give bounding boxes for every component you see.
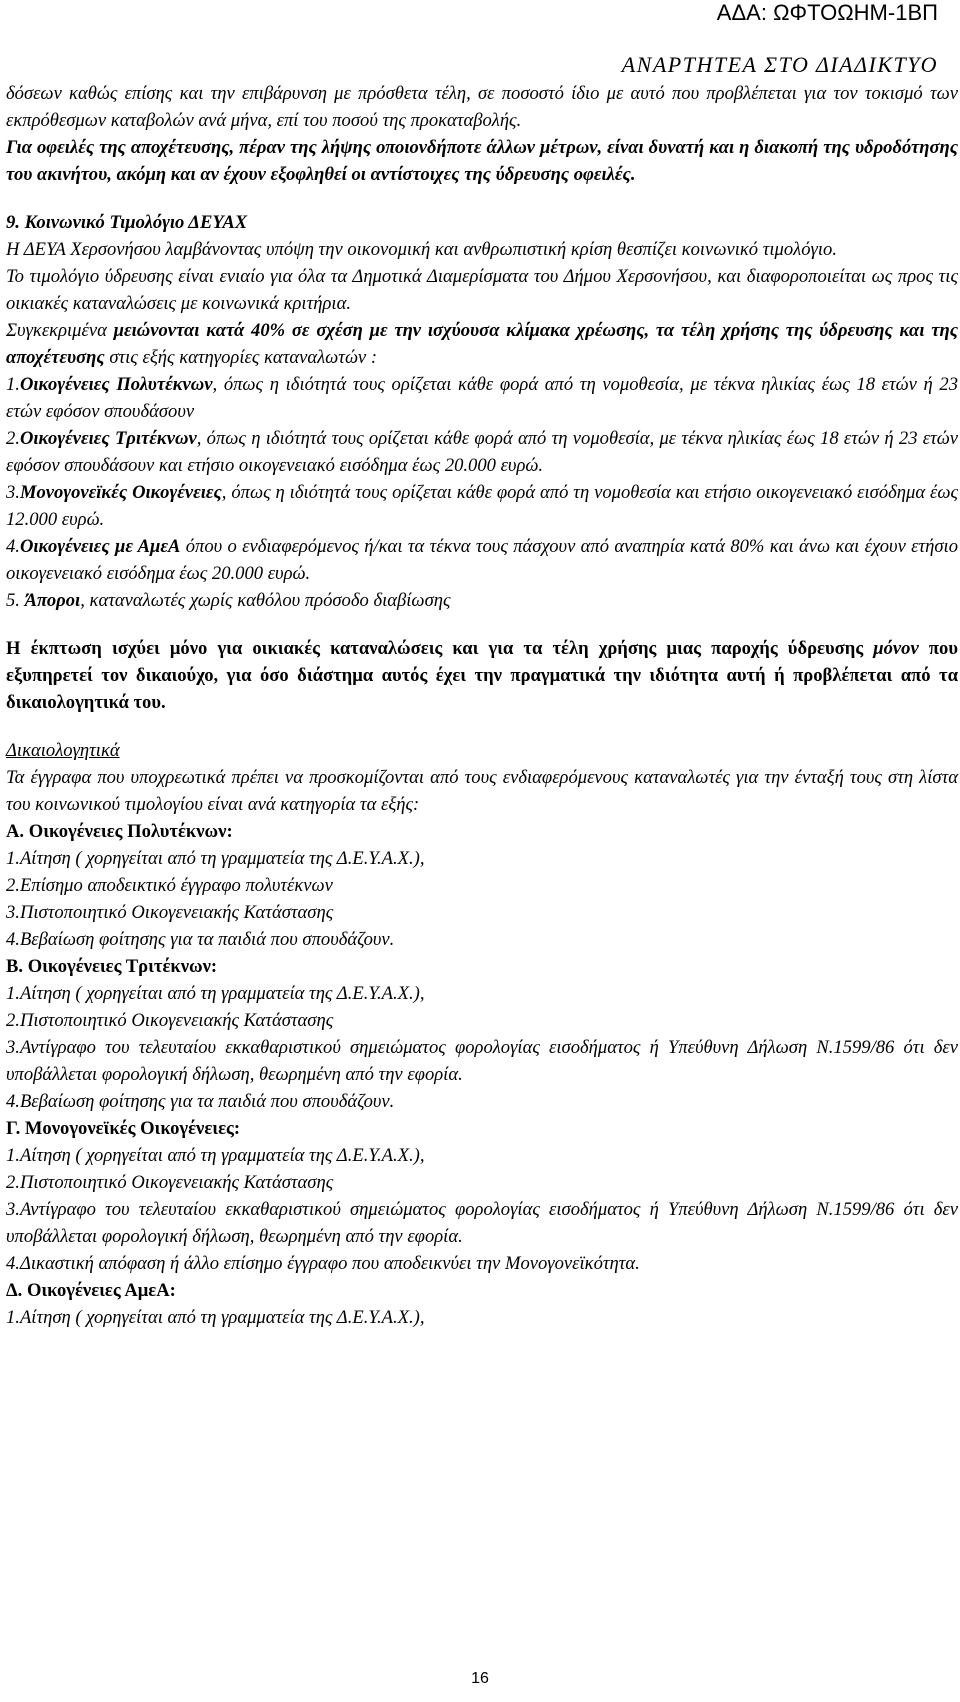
group-c-item-3: 3.Αντίγραφο του τελευταίου εκκαθαριστικού σημειώματος φορολογίας εισοδήματος ή Υπεύθυνη Δήλωση Ν.1599/86 ότι δεν υποβάλλεται φορολογική δήλωση, θεωρημένη από την εφορία. [6, 1199, 958, 1247]
group-b-title: Β. Οικογένειες Τριτέκνων: [6, 956, 218, 977]
section-9-paragraph-3 [6, 317, 958, 371]
group-d-title: Δ. Οικογένειες ΑμεΑ: [6, 1280, 176, 1301]
ada-code: ΑΔΑ: ΩΦΤΟΩΗΜ-1ΒΠ [716, 0, 938, 25]
notice-part-1: Η έκπτωση ισχύει μόνο για οικιακές καταναλώσεις και για τα τέλη χρήσης μιας παροχής ύδρευσης [6, 638, 874, 659]
category-4 [6, 533, 958, 587]
group-b-item-3: 3.Αντίγραφο του τελευταίου εκκαθαριστικού σημειώματος φορολογίας εισοδήματος ή Υπεύθυνη Δήλωση Ν.1599/86 ότι δεν υποβάλλεται φορολογική δήλωση, θεωρημένη από την εφορία. [6, 1037, 958, 1085]
category-5 [6, 587, 958, 614]
intro-paragraph-1: δόσεων καθώς επίσης και την επιβάρυνση με πρόσθετα τέλη, σε ποσοστό ίδιο με αυτό που προβλέπεται για τον τοκισμό των εκπρόθεσμων καταβολών ανά μήνα, επί του ποσού της προκαταβολής. [6, 83, 958, 131]
notice-emphasis: μόνον [873, 638, 919, 659]
group-d-item-1: 1.Αίτηση ( χορηγείται από τη γραμματεία της Δ.Ε.Υ.Α.Χ.), [6, 1307, 425, 1328]
document-body [6, 80, 958, 1331]
category-number: 4. [6, 536, 20, 557]
section-9-paragraph-1: Η ΔΕΥΑ Χερσονήσου λαμβάνοντας υπόψη την οικονομική και ανθρωπιστική κρίση θεσπίζει κοινωνικό τιμολόγιο. [6, 239, 837, 260]
category-text: όπου ο ενδιαφερόμενος ή/και τα τέκνα τους πάσχουν από αναπηρία κατά 80% και άνω και έχουν ετήσιο οικογενειακό εισόδημα έως 20.000 ευρώ. [6, 536, 958, 584]
group-a-title: Α. Οικογένειες Πολυτέκνων: [6, 821, 233, 842]
publish-online-notice: ΑΝΑΡΤΗΤΕΑ ΣΤΟ ΔΙΑΔΙΚΤΥΟ [621, 52, 938, 77]
category-number: 2. [6, 428, 20, 449]
p3-tail: στις εξής κατηγορίες καταναλωτών : [104, 347, 378, 368]
category-number: 3. [6, 482, 20, 503]
category-2 [6, 425, 958, 479]
group-a-item-3: 3.Πιστοποιητικό Οικογενειακής Κατάστασης [6, 902, 334, 923]
group-b-item-2: 2.Πιστοποιητικό Οικογενειακής Κατάστασης [6, 1010, 334, 1031]
category-1 [6, 371, 958, 425]
category-name: Οικογένειες Τριτέκνων [19, 428, 197, 449]
p3-bold: μειώνονται κατά 40% σε σχέση με την ισχύουσα κλίμακα χρέωσης, τα τέλη χρήσης της ύδρευσης και της αποχέτευσης [6, 320, 959, 368]
group-a-item-4: 4.Βεβαίωση φοίτησης για τα παιδιά που σπουδάζουν. [6, 929, 395, 950]
category-3 [6, 479, 958, 533]
group-c-title: Γ. Μονογονεϊκές Οικογένειες: [6, 1118, 241, 1139]
category-name: Άποροι [24, 590, 81, 611]
category-text: , όπως η ιδιότητά τους ορίζεται κάθε φορά από τη νομοθεσία και ετήσιο οικογενειακό εισόδημα έως 12.000 ευρώ. [6, 482, 958, 530]
category-number: 5. [6, 590, 25, 611]
group-a-item-2: 2.Επίσημο αποδεικτικό έγγραφο πολυτέκνων [6, 875, 333, 896]
category-name: Οικογένειες με ΑμεΑ [19, 536, 181, 557]
group-c-item-2: 2.Πιστοποιητικό Οικογενειακής Κατάστασης [6, 1172, 334, 1193]
discount-notice [6, 635, 958, 716]
section-9-paragraph-2: Το τιμολόγιο ύδρευσης είναι ενιαίο για όλα τα Δημοτικά Διαμερίσματα του Δήμου Χερσονήσου, και διαφοροποιείται ως προς τις οικιακές καταναλώσεις με κοινωνικά κριτήρια. [6, 266, 958, 314]
group-b-item-4: 4.Βεβαίωση φοίτησης για τα παιδιά που σπουδάζουν. [6, 1091, 395, 1112]
category-text: , καταναλωτές χωρίς καθόλου πρόσοδο διαβίωσης [80, 590, 451, 611]
intro-paragraph-2: Για οφειλές της αποχέτευσης, πέραν της λήψης οποιονδήποτε άλλων μέτρων, είναι δυνατή και η διακοπή της υδροδότησης του ακινήτου, ακόμη και αν έχουν εξοφληθεί οι αντίστοιχες της ύδρευσης οφειλές. [6, 137, 958, 185]
documents-heading: Δικαιολογητικά [6, 740, 120, 761]
group-c-item-1: 1.Αίτηση ( χορηγείται από τη γραμματεία της Δ.Ε.Υ.Α.Χ.), [6, 1145, 425, 1166]
documents-intro: Τα έγγραφα που υποχρεωτικά πρέπει να προσκομίζονται από τους ενδιαφερόμενους καταναλωτές για την ένταξή τους στη λίστα του κοινωνικού τιμολογίου είναι ανά κατηγορία τα εξής: [6, 767, 958, 815]
page-number: 16 [471, 1670, 489, 1687]
category-text: , όπως η ιδιότητά τους ορίζεται κάθε φορά από τη νομοθεσία, με τέκνα ηλικίας έως 18 ετών ή 23 ετών εφόσον σπουδάσουν και ετήσιο οικογενειακό εισόδημα έως 20.000 ευρώ. [6, 428, 958, 476]
group-a-item-1: 1.Αίτηση ( χορηγείται από τη γραμματεία της Δ.Ε.Υ.Α.Χ.), [6, 848, 425, 869]
category-name: Οικογένειες Πολυτέκνων [19, 374, 213, 395]
category-text: , όπως η ιδιότητά τους ορίζεται κάθε φορά από τη νομοθεσία, με τέκνα ηλικίας έως 18 ετών ή 23 ετών εφόσον σπουδάσουν [6, 374, 958, 422]
notice-part-2: που εξυπηρετεί τον δικαιούχο, για όσο διάστημα αυτός έχει την πραγματικά την ιδιότητα αυτή ή προβλέπεται από τα δικαιολογητικά του. [6, 638, 958, 713]
group-b-item-1: 1.Αίτηση ( χορηγείται από τη γραμματεία της Δ.Ε.Υ.Α.Χ.), [6, 983, 425, 1004]
section-9-heading: 9. Κοινωνικό Τιμολόγιο ΔΕΥΑΧ [6, 212, 248, 233]
category-number: 1. [6, 374, 20, 395]
group-c-item-4: 4.Δικαστική απόφαση ή άλλο επίσημο έγγραφο που αποδεικνύει την Μονογονεϊκότητα. [6, 1253, 640, 1274]
p3-lead: Συγκεκριμένα [6, 320, 114, 341]
category-name: Μονογονεϊκές Οικογένειες [19, 482, 222, 503]
